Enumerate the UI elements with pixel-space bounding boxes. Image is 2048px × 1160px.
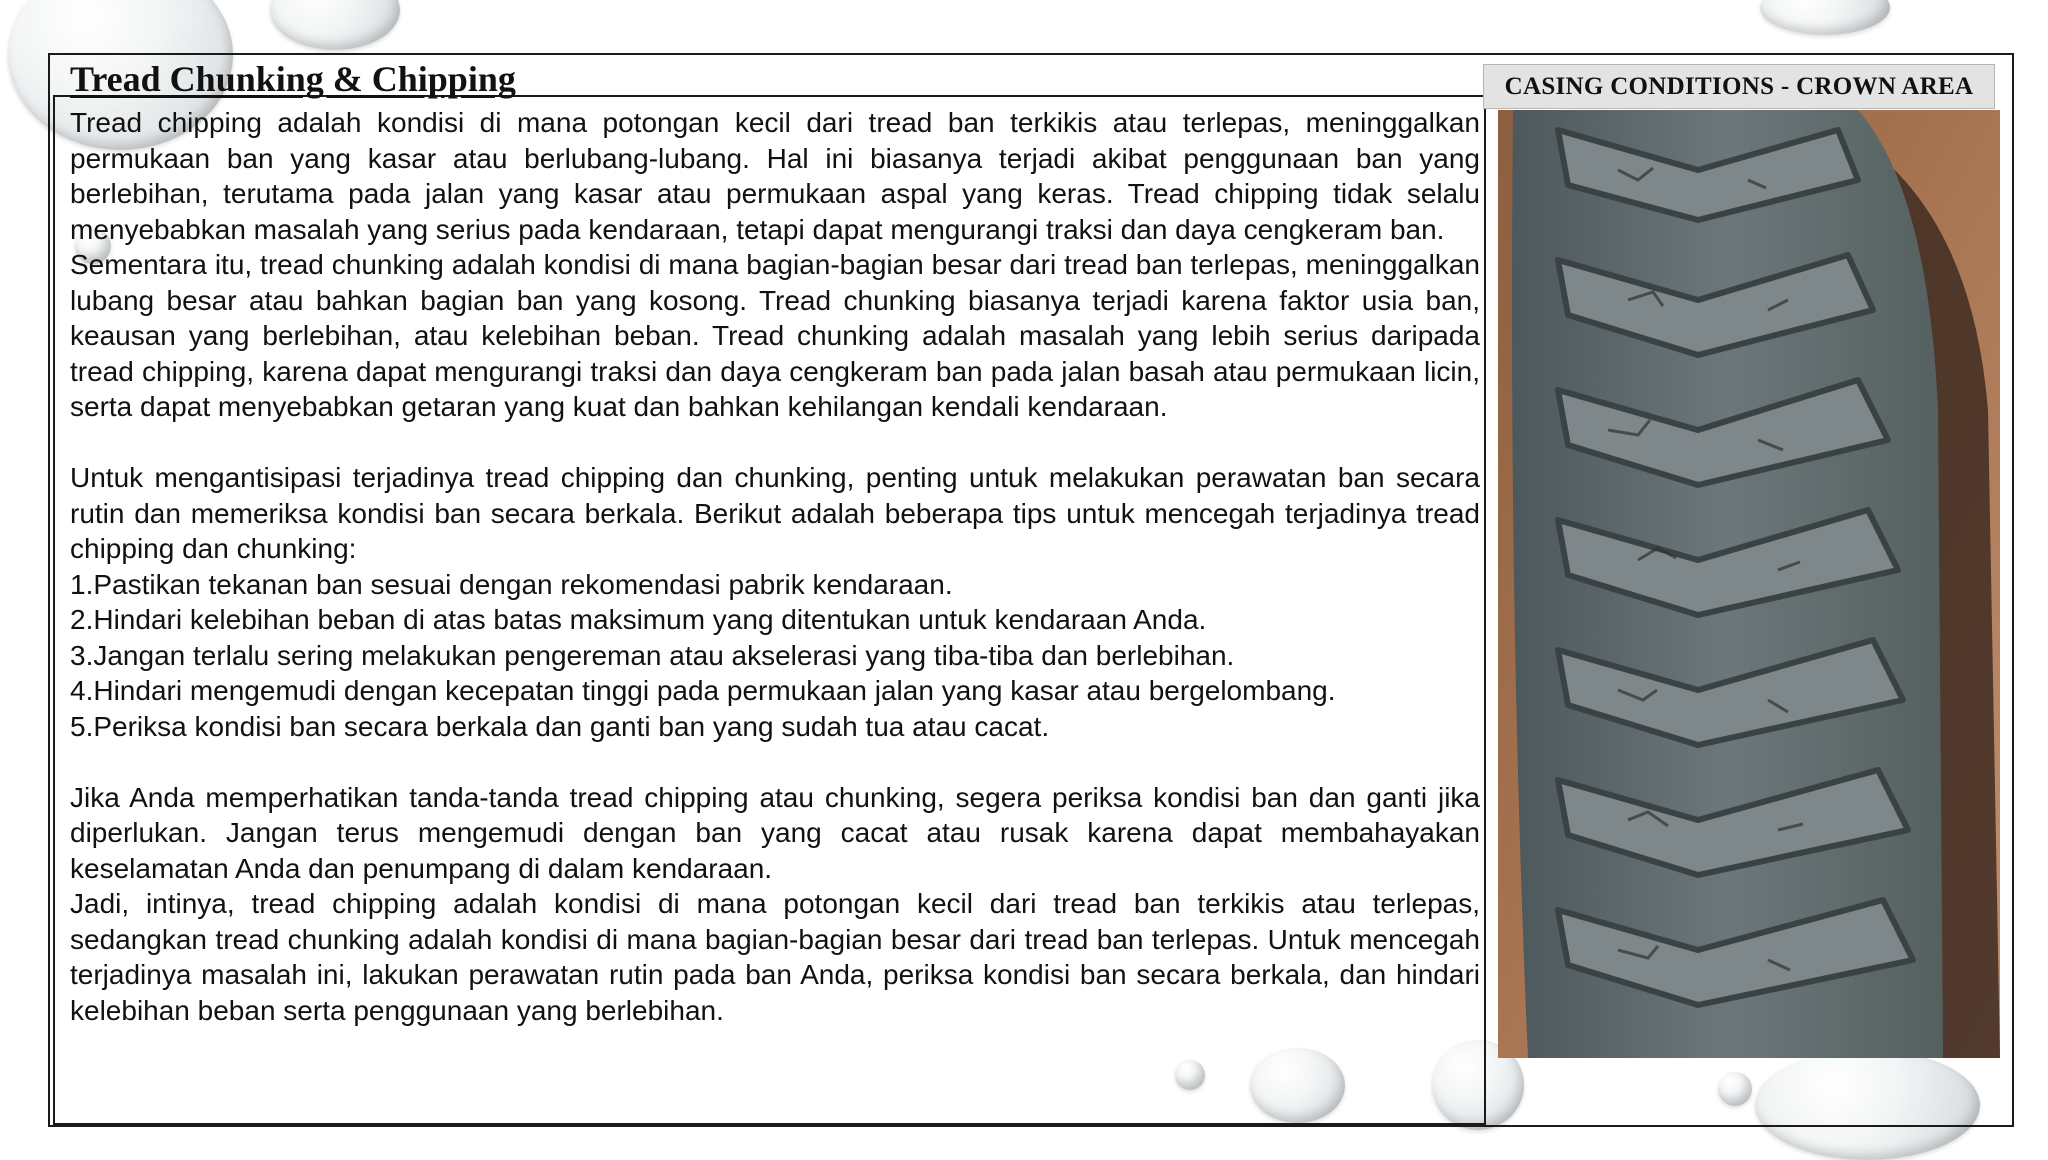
page-title: Tread Chunking & Chipping [70,59,516,99]
article-body [70,105,1480,1028]
paragraph-prevention-intro: Untuk mengantisipasi terjadinya tread chipping dan chunking, penting untuk melakukan perawatan ban secara rutin dan memeriksa kondisi ban secara berkala. Berikut adalah beberapa tips untuk mencegah terjadinya tread chipping dan chunking: [70,462,1480,564]
paragraph-chipping: Tread chipping adalah kondisi di mana potongan kecil dari tread ban terkikis atau terlepas, meninggalkan permukaan ban yang kasar atau berlubang-lubang. Hal ini biasanya terjadi akibat penggunaan ban yang berlebihan, terutama pada jalan yang kasar atau permukaan aspal yang keras. Tread chipping tidak selalu menyebabkan masalah yang serius pada kendaraan, tetapi dapat mengurangi traksi dan daya cengkeram ban. [70,107,1480,245]
tip-item: 3.Jangan terlalu sering melakukan pengereman atau akselerasi yang tiba-tiba dan berlebihan. [70,639,1235,671]
tip-item: 2.Hindari kelebihan beban di atas batas maksimum yang ditentukan untuk kendaraan Anda. [70,604,1207,635]
water-droplet-decoration [270,0,400,50]
paragraph-spacer [70,744,1480,780]
tip-item: 5.Periksa kondisi ban secara berkala dan ganti ban yang sudah tua atau cacat. [70,710,1050,742]
panel-divider [1484,95,1486,1125]
photo-caption-label: CASING CONDITIONS - CROWN AREA [1483,64,1995,109]
paragraph-warning: Jika Anda memperhatikan tanda-tanda tread chipping atau chunking, segera periksa kondisi ban dan ganti jika diperlukan. Jangan terus mengemudi dengan ban yang cacat atau rusak karena dapat membahayakan keselamatan Anda dan penumpang di dalam kendaraan. [70,781,1480,884]
paragraph-summary: Jadi, intinya, tread chipping adalah kondisi di mana potongan kecil dari tread ban terkikis atau terlepas, sedangkan tread chunking adalah kondisi di mana bagian-bagian besar dari tread ban terlepas. Untuk mencegah terjadinya masalah ini, lakukan perawatan rutin pada ban Anda, periksa kondisi ban secara berkala, dan hindari kelebihan beban serta penggunaan yang berlebihan. [70,888,1480,1026]
paragraph-chunking: Sementara itu, tread chunking adalah kondisi di mana bagian-bagian besar dari tread ban terlepas, meninggalkan lubang besar atau bahkan bagian ban yang kosong. Tread chunking biasanya terjadi karena faktor usia ban, keausan yang berlebihan, atau kelebihan beban. Tread chunking adalah masalah yang lebih serius daripada tread chipping, karena dapat mengurangi traksi dan daya cengkeram ban pada jalan basah atau permukaan licin, serta dapat menyebabkan getaran yang kuat dan bahkan kehilangan kendali kendaraan. [70,249,1480,422]
tip-item: 4.Hindari mengemudi dengan kecepatan tinggi pada permukaan jalan yang kasar atau bergelombang. [70,675,1336,706]
tire-tread-illustration [1498,110,2000,1058]
water-droplet-decoration [1760,0,1890,35]
tip-item: 1.Pastikan tekanan ban sesuai dengan rekomendasi pabrik kendaraan. [70,568,953,600]
tips-list [70,567,1480,745]
tire-tread-photo [1498,110,2000,1058]
paragraph-spacer [70,425,1480,461]
